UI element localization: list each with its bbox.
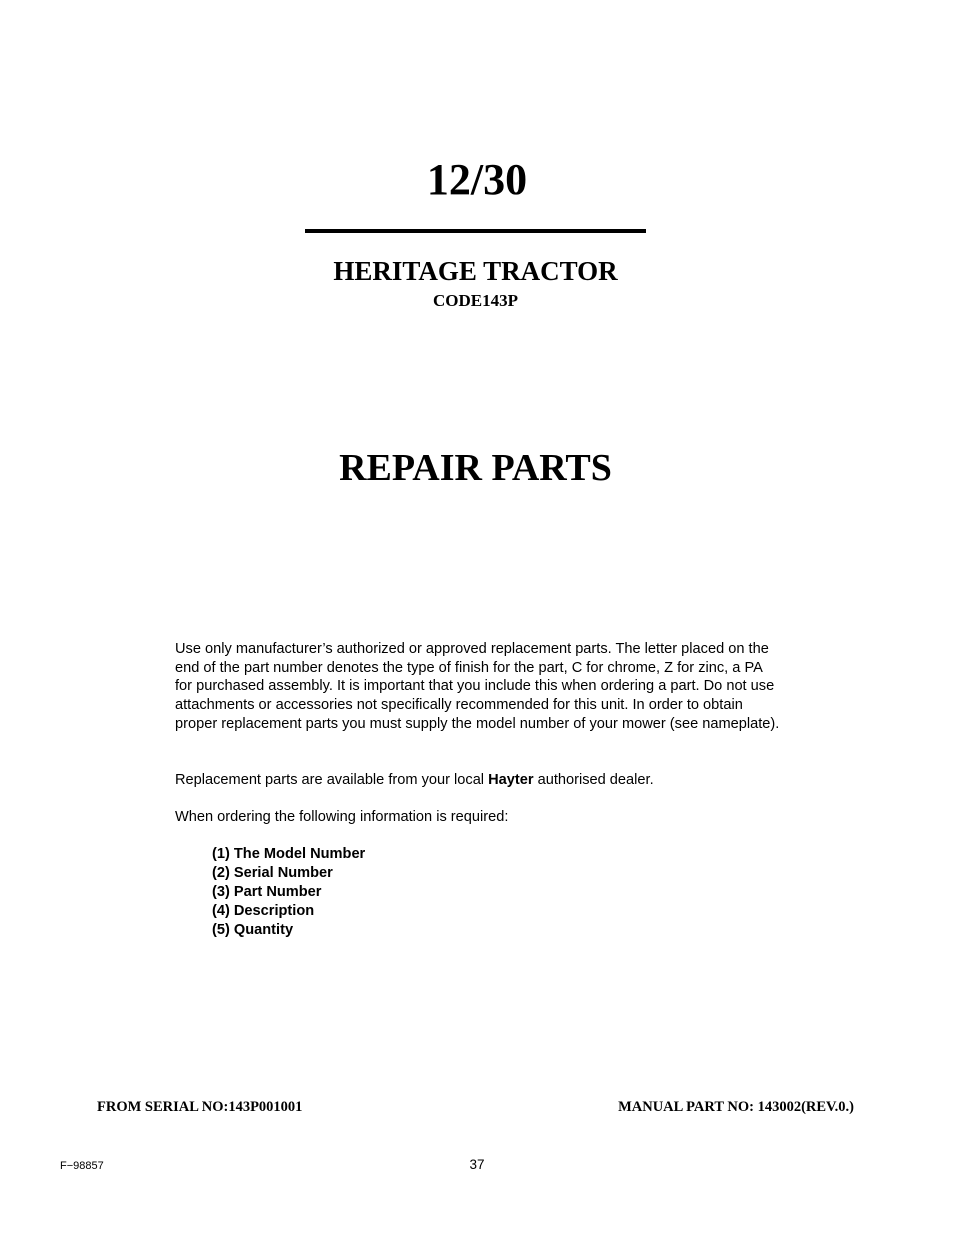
list-item: (4) Description [212,902,315,919]
page-title: REPAIR PARTS [339,447,612,489]
requirements-list [212,845,365,940]
document-code: F−98857 [60,1160,104,1172]
dealer-paragraph [175,771,781,790]
ordering-paragraph: When ordering the following information is required: [175,809,509,825]
list-item: (3) Part Number [212,883,322,900]
dealer-text-after: authorised dealer. [533,772,654,788]
serial-range: FROM SERIAL NO:143P001001 [97,1099,303,1115]
list-item: (1) The Model Number [212,846,366,862]
title-rule [305,229,646,233]
product-name: HERITAGE TRACTOR [333,256,618,286]
dealer-text-before: Replacement parts are available from your local [175,772,489,788]
list-item: (2) Serial Number [212,864,333,881]
intro-paragraph: Use only manufacturer’s authorized or approved replacement parts. The letter placed on the end of the part number denotes the type of finish for the part, C for chrome, Z for zinc, a PA for purchased assembly. It is important that you include this when ordering a part. Do not use attachments or accessories not specifically recommended for this unit. In order to obtain proper replacement parts you must supply the model number of your mower (see nameplate). [175,641,780,732]
product-code: CODE143P [433,291,518,310]
page-number: 37 [469,1157,485,1172]
list-item: (5) Quantity [212,921,294,938]
manual-part-number: MANUAL PART NO: 143002(REV.0.) [618,1099,854,1115]
brand-name: Hayter [488,772,534,788]
model-number-heading: 12/30 [426,155,528,204]
